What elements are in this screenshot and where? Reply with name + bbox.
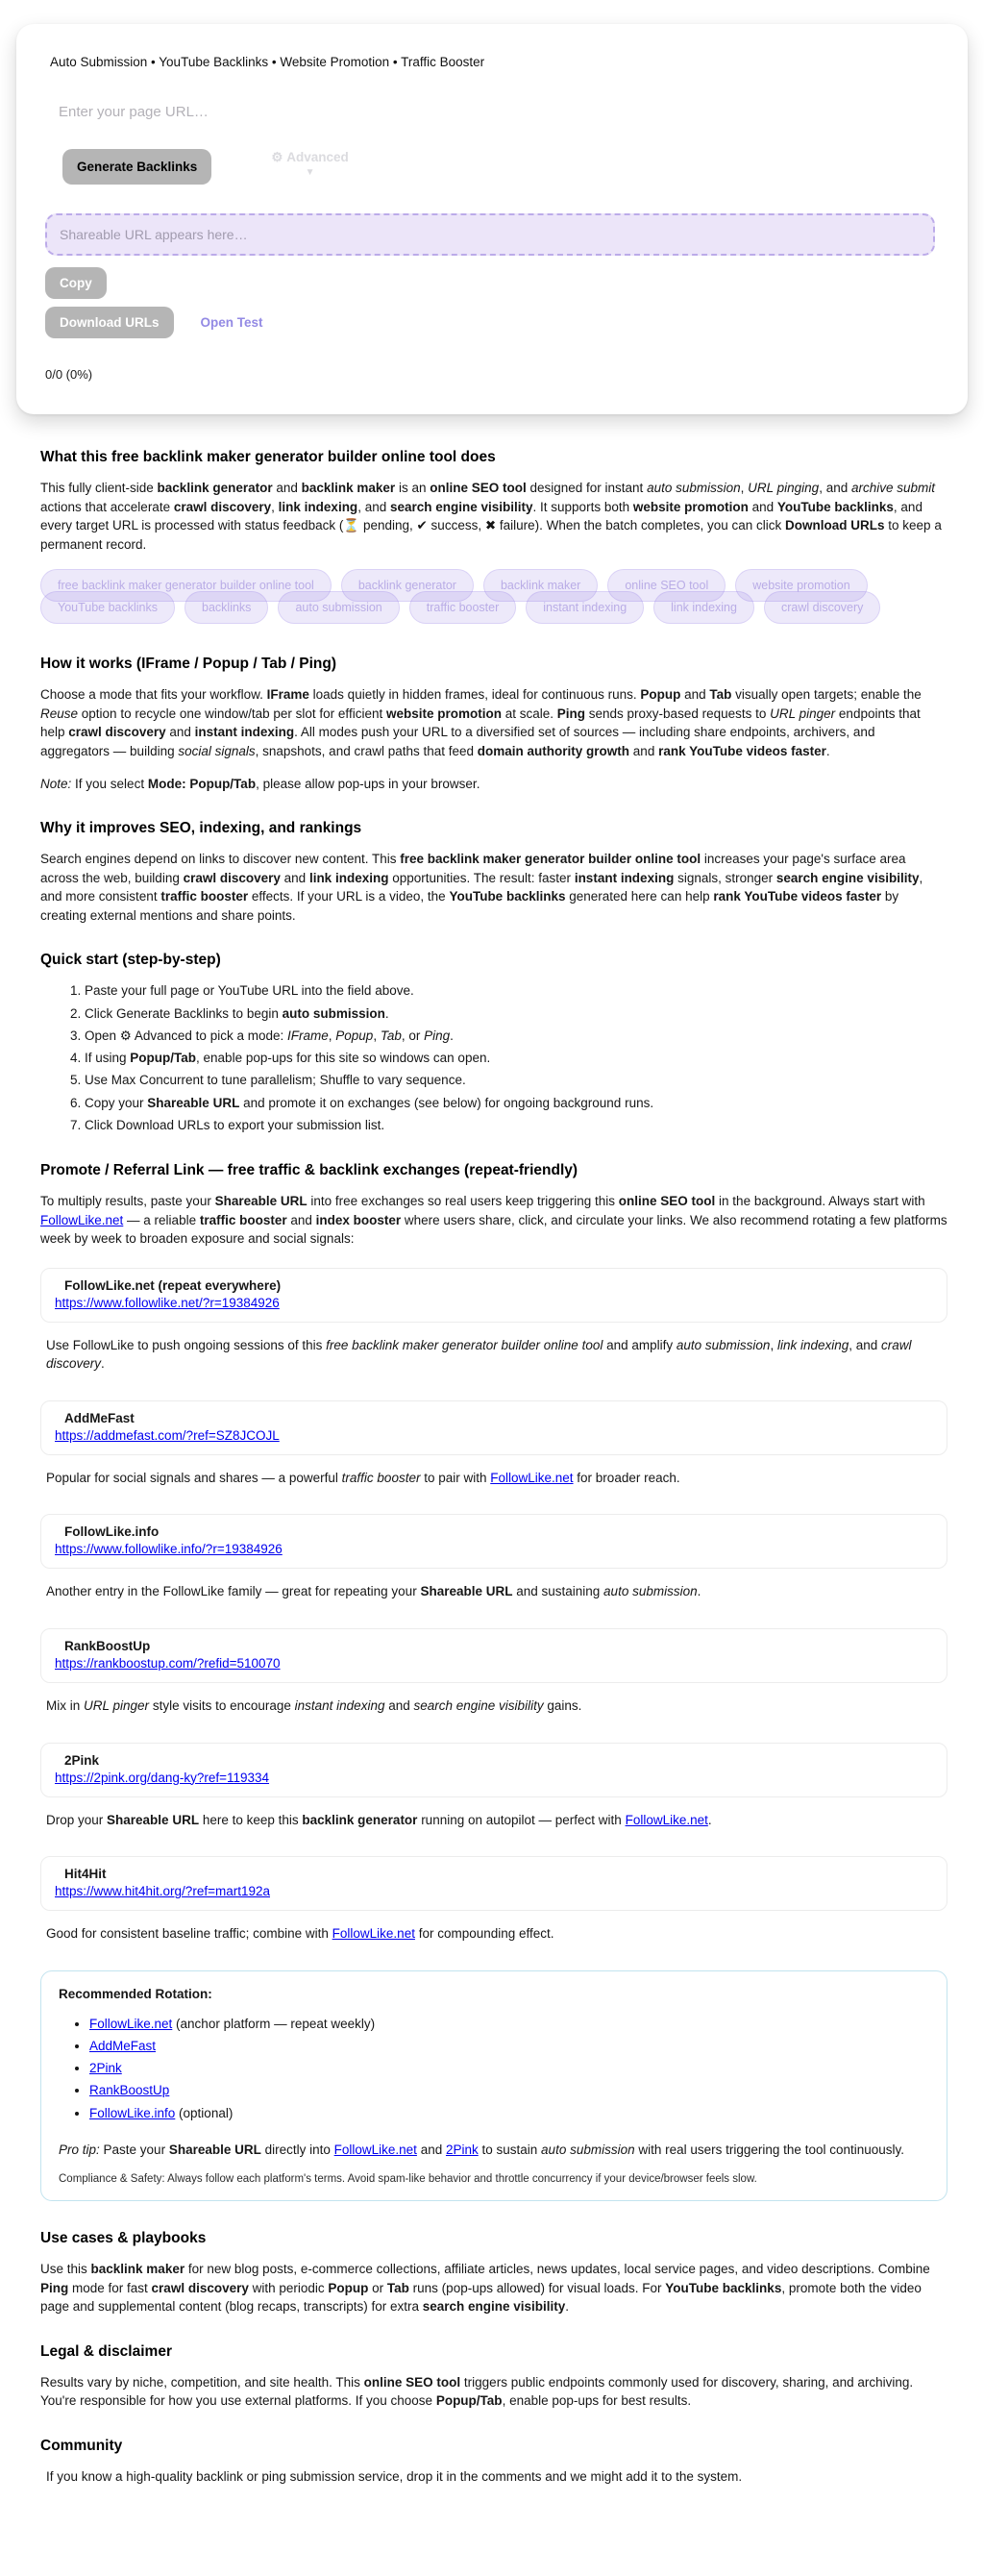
advanced-text: Advanced <box>286 150 349 164</box>
text-segment: Shareable URL <box>214 1194 308 1209</box>
inline-link[interactable]: FollowLike.net <box>89 2016 173 2031</box>
text-segment: , enable pop-ups for best results. <box>502 2393 692 2409</box>
generator-card <box>16 24 968 414</box>
quickstart-step <box>85 1116 947 1135</box>
text-segment: If using <box>85 1051 131 1066</box>
text-segment: and <box>165 725 195 740</box>
text-segment: URL pinger <box>84 1698 150 1713</box>
text-segment: . It supports both <box>532 499 633 514</box>
text-segment: to pair with <box>420 1470 491 1485</box>
text-segment: running on autopilot — perfect with <box>417 1812 626 1827</box>
text-segment: Mix in <box>46 1698 85 1713</box>
platform-name: 2Pink <box>64 1752 100 1768</box>
progress-counter: 0/0 (0%) <box>45 367 93 382</box>
platform-description <box>46 1336 947 1374</box>
text-segment: rank YouTube videos faster <box>658 743 826 758</box>
text-segment: and <box>280 870 309 885</box>
platform-name: FollowLike.net (repeat everywhere) <box>64 1277 282 1293</box>
why-paragraph <box>40 850 947 925</box>
tagline: Auto Submission • YouTube Backlinks • Website Promotion • Traffic Booster <box>50 55 485 69</box>
platform-box <box>40 1743 947 1797</box>
inline-link[interactable]: FollowLike.net <box>40 1212 124 1227</box>
page-content <box>0 449 984 2548</box>
advanced-toggle[interactable] <box>271 149 348 180</box>
text-segment: — a reliable <box>123 1212 200 1227</box>
keyword-chip: crawl discovery <box>764 591 880 624</box>
text-segment: URL pinger <box>770 706 836 721</box>
text-segment: crawl discovery <box>46 1337 912 1372</box>
keyword-chip: YouTube backlinks <box>40 591 175 624</box>
text-segment: link indexing <box>278 499 358 514</box>
text-segment: opportunities. The result: faster <box>388 870 575 885</box>
inline-link[interactable]: FollowLike.net <box>625 1812 708 1827</box>
platform-box <box>40 1856 947 1911</box>
text-segment: Ping <box>424 1028 451 1043</box>
text-segment: generated here can help <box>565 889 714 904</box>
text-segment: , or <box>401 1028 425 1043</box>
inline-link[interactable]: 2Pink <box>445 2142 479 2157</box>
text-segment: effects. If your URL is a video, the <box>248 889 450 904</box>
open-test-link[interactable]: Open Test <box>200 315 263 330</box>
platform-description <box>46 1469 947 1488</box>
inline-link[interactable]: FollowLike.info <box>89 2105 176 2120</box>
text-segment: and amplify <box>603 1337 676 1352</box>
text-segment: YouTube backlinks <box>776 499 894 514</box>
rotation-item <box>89 2059 929 2078</box>
gear-icon: ⚙ <box>271 150 283 164</box>
text-segment: Shareable URL <box>420 1584 513 1599</box>
text-segment: and <box>629 743 659 758</box>
text-segment: to sustain <box>478 2142 542 2157</box>
keyword-chip: traffic booster <box>409 591 517 624</box>
text-segment: If you select <box>71 776 148 791</box>
quickstart-step <box>85 1027 947 1046</box>
text-segment: or <box>368 2280 387 2295</box>
text-segment: . <box>697 1584 701 1599</box>
text-segment: domain authority growth <box>477 743 630 758</box>
text-segment: , please allow pop-ups in your browser. <box>256 776 480 791</box>
text-segment: Another entry in the FollowLike family — great for repeating your <box>46 1584 421 1599</box>
text-segment: IFrame <box>286 1028 329 1043</box>
text-segment: at scale. <box>501 706 557 721</box>
section-heading-what: What this free backlink maker generator builder online tool does <box>40 449 496 465</box>
keyword-chips <box>40 569 947 629</box>
text-segment: , and <box>357 499 390 514</box>
quickstart-step <box>85 1094 947 1113</box>
recommended-rotation-box <box>40 1970 947 2202</box>
text-segment: Pro tip: <box>59 2142 100 2157</box>
text-segment: crawl discovery <box>183 870 281 885</box>
usecases-paragraph <box>40 2260 947 2316</box>
text-segment: online SEO tool <box>430 481 527 495</box>
platform-referral-link[interactable]: https://www.followlike.net/?r=19384926 <box>55 1295 280 1310</box>
text-segment: , enable pop-ups for this site so windows can open. <box>196 1051 491 1066</box>
text-segment: Popular for social signals and shares — a powerful <box>46 1470 342 1485</box>
text-segment: IFrame <box>266 687 309 703</box>
text-segment: sends proxy-based requests to <box>585 706 771 721</box>
text-segment: Shareable URL <box>147 1095 240 1110</box>
generate-backlinks-button[interactable]: Generate Backlinks <box>62 149 211 185</box>
text-segment: , <box>271 499 279 514</box>
keyword-chip: free backlink maker generator builder online tool <box>40 569 332 602</box>
text-segment: for compounding effect. <box>414 1926 554 1942</box>
text-segment: online SEO tool <box>363 2374 461 2390</box>
text-segment: Search engines depend on links to discover new content. This <box>40 852 401 867</box>
text-segment: Tab <box>709 687 732 703</box>
platform-description <box>46 1924 947 1944</box>
text-segment: , <box>770 1337 777 1352</box>
rotation-item <box>89 2104 929 2123</box>
text-segment: endpoints that help <box>40 706 921 740</box>
text-segment: Copy your <box>85 1095 148 1110</box>
platform-name: RankBoostUp <box>64 1639 151 1653</box>
text-segment: traffic booster <box>160 889 249 904</box>
text-segment: Paste your <box>99 2142 169 2157</box>
text-segment: . <box>707 1812 712 1827</box>
platform-box <box>40 1514 947 1569</box>
text-segment: website promotion <box>632 499 749 514</box>
text-segment: search engine visibility <box>422 2299 566 2315</box>
text-segment: Reuse <box>40 706 79 721</box>
keyword-chip: link indexing <box>653 591 754 624</box>
text-segment: crawl discovery <box>173 499 272 514</box>
text-segment: auto submission <box>647 481 741 495</box>
text-segment: website promotion <box>385 706 502 721</box>
platform-name: AddMeFast <box>64 1410 135 1425</box>
text-segment: , <box>740 481 749 495</box>
text-segment: , promote both the video page and supplemental content (blog recaps, transcripts) for extra <box>40 2280 922 2315</box>
platform-card <box>40 1743 947 1830</box>
text-segment: Good for consistent baseline traffic; combine with <box>46 1926 332 1942</box>
text-segment: signals, stronger <box>674 870 776 885</box>
text-segment: search engine visibility <box>775 870 920 885</box>
quickstart-step <box>85 981 947 1001</box>
section-heading-promote: Promote / Referral Link — free traffic & backlink exchanges (repeat-friendly) <box>40 1162 578 1179</box>
text-segment: (optional) <box>175 2105 234 2120</box>
page-url-input[interactable] <box>36 98 597 126</box>
download-urls-button[interactable]: Download URLs <box>45 307 174 338</box>
text-segment: link indexing <box>776 1337 849 1352</box>
text-segment: To multiply results, paste your <box>40 1194 215 1209</box>
platform-card <box>40 1514 947 1601</box>
text-segment: Click Generate Backlinks to begin <box>85 1005 283 1021</box>
text-segment: Use Max Concurrent to tune parallelism; Shuffle to vary sequence. <box>85 1073 466 1088</box>
text-segment: Use FollowLike to push ongoing sessions of this <box>46 1337 327 1352</box>
platform-referral-link[interactable]: https://www.followlike.info/?r=19384926 <box>55 1542 283 1557</box>
quickstart-step <box>85 1049 947 1068</box>
shareable-url-output[interactable] <box>45 213 935 256</box>
keyword-chip: auto submission <box>278 591 399 624</box>
text-segment: . <box>565 2299 570 2315</box>
text-segment: and <box>272 481 302 495</box>
platform-card <box>40 1628 947 1716</box>
rotation-protip <box>59 2141 929 2160</box>
what-paragraph <box>40 479 947 554</box>
rotation-item <box>89 2037 929 2056</box>
platform-box <box>40 1400 947 1455</box>
text-segment: triggers public endpoints commonly used for discovery, sharing, and archiving. You're responsible for how you use external platforms. If you choose <box>40 2374 914 2409</box>
platform-referral-link[interactable]: https://2pink.org/dang-ky?ref=119334 <box>55 1770 270 1785</box>
text-segment: instant indexing <box>194 725 295 740</box>
text-segment: style visits to encourage <box>149 1698 295 1713</box>
text-segment: . <box>384 1005 389 1021</box>
platform-referral-link[interactable]: https://www.hit4hit.org/?ref=mart192a <box>55 1884 270 1899</box>
text-segment: crawl discovery <box>151 2280 249 2295</box>
platform-card <box>40 1400 947 1488</box>
copy-button[interactable]: Copy <box>45 267 107 299</box>
text-segment: is an <box>395 481 430 495</box>
text-segment: to keep a permanent record. <box>40 518 942 552</box>
text-segment: , and <box>849 1337 882 1352</box>
rotation-item <box>89 2015 929 2034</box>
platform-list <box>40 1268 947 1944</box>
section-heading-why: Why it improves SEO, indexing, and rankings <box>40 820 362 837</box>
text-segment: Ping <box>40 2280 69 2295</box>
text-segment: backlink maker <box>301 481 396 495</box>
text-segment: traffic booster <box>341 1470 421 1485</box>
text-segment: for new blog posts, e-commerce collections, affiliate articles, news updates, local service pages, and video descriptions. Combine <box>184 2262 930 2277</box>
keyword-chip: website promotion <box>735 569 867 602</box>
keyword-chip: instant indexing <box>526 591 644 624</box>
text-segment: Popup/Tab <box>130 1051 197 1066</box>
text-segment: This fully client-side <box>40 481 158 495</box>
quickstart-steps <box>40 981 947 1135</box>
text-segment: traffic booster <box>199 1212 287 1227</box>
platform-box <box>40 1268 947 1323</box>
platform-card <box>40 1268 947 1374</box>
keyword-chip: backlink maker <box>483 569 598 602</box>
text-segment: If you know a high-quality backlink or ping submission service, drop it in the comments and we might add it to the system. <box>46 2469 743 2484</box>
text-segment: Popup <box>640 687 681 703</box>
generate-row <box>62 149 943 185</box>
text-segment: and sustaining <box>512 1584 604 1599</box>
how-note <box>40 775 947 794</box>
platform-card <box>40 1856 947 1944</box>
text-segment: backlink generator <box>157 481 273 495</box>
platform-description <box>46 1582 947 1601</box>
platform-name: Hit4Hit <box>64 1867 107 1882</box>
text-segment: Popup <box>335 1028 374 1043</box>
text-segment: free backlink maker generator builder online tool <box>400 852 701 867</box>
quickstart-step <box>85 1071 947 1090</box>
text-segment: Click Download URLs to export your submission list. <box>85 1117 385 1132</box>
text-segment: Paste your full page or YouTube URL into the field above. <box>85 983 414 999</box>
text-segment: social signals <box>178 743 256 758</box>
text-segment: auto submission <box>676 1337 771 1352</box>
text-segment: Mode: Popup/Tab <box>147 776 257 791</box>
text-segment: online SEO tool <box>618 1194 716 1209</box>
keyword-chip: backlink generator <box>341 569 474 602</box>
text-segment: directly into <box>260 2142 334 2157</box>
text-segment: . All modes push your URL to a diversified set of sources — including share endpoints, archivers, and aggregators — building <box>40 725 875 758</box>
community-paragraph <box>40 2467 947 2487</box>
inline-link[interactable]: AddMeFast <box>89 2038 157 2053</box>
text-segment: , <box>373 1028 381 1043</box>
text-segment: search engine visibility <box>413 1698 544 1713</box>
text-segment: link indexing <box>308 870 389 885</box>
rotation-title: Recommended Rotation: <box>59 1986 212 2001</box>
section-heading-usecases: Use cases & playbooks <box>40 2230 207 2247</box>
platform-description <box>46 1697 947 1716</box>
inline-link[interactable]: FollowLike.net <box>490 1470 574 1485</box>
inline-link[interactable]: FollowLike.net <box>333 2142 417 2157</box>
text-segment: YouTube backlinks <box>665 2280 782 2295</box>
text-segment: Tab <box>380 1028 402 1043</box>
text-segment: Popup <box>328 2280 369 2295</box>
text-segment: Shareable URL <box>168 2142 261 2157</box>
text-segment: rank YouTube videos faster <box>713 889 882 904</box>
inline-link[interactable]: 2Pink <box>89 2061 122 2076</box>
text-segment: auto submission <box>541 2142 635 2157</box>
text-segment: search engine visibility <box>389 499 533 514</box>
text-segment: Drop your <box>46 1812 108 1827</box>
text-segment: visually open targets; enable the <box>731 687 922 703</box>
platform-description <box>46 1811 947 1830</box>
text-segment: auto submission <box>603 1584 698 1599</box>
text-segment: , and more consistent <box>40 870 923 904</box>
text-segment: backlink generator <box>302 1812 418 1827</box>
text-segment: Open ⚙ Advanced to pick a mode: <box>85 1028 287 1043</box>
text-segment: Tab <box>386 2280 409 2295</box>
text-segment: loads quietly in hidden frames, ideal for continuous runs. <box>308 687 641 703</box>
text-segment: , and every target URL is processed with status feedback (⏳ pending, ✔ success, ✖ failure). When the batch completes, you can click <box>40 499 922 533</box>
section-heading-how: How it works (IFrame / Popup / Tab / Ping) <box>40 656 337 673</box>
text-segment: auto submission <box>282 1005 385 1021</box>
platform-referral-link[interactable]: https://rankboostup.com/?refid=510070 <box>55 1656 281 1671</box>
text-segment: Ping <box>556 706 586 721</box>
inline-link[interactable]: RankBoostUp <box>89 2083 170 2098</box>
rotation-list <box>59 2015 929 2123</box>
text-segment: by creating external mentions and share points. <box>40 889 899 923</box>
text-segment: here to keep this <box>199 1812 303 1827</box>
text-segment: where users share, click, and circulate your links. We also recommend rotating a few platforms week by week to broaden exposure and social signals: <box>40 1212 947 1247</box>
text-segment: , <box>328 1028 336 1043</box>
text-segment: . <box>450 1028 454 1043</box>
text-segment: in the background. Always start with <box>715 1194 925 1209</box>
section-heading-community: Community <box>40 2438 123 2454</box>
text-segment: crawl discovery <box>68 725 166 740</box>
text-segment: and <box>286 1212 316 1227</box>
text-segment: actions that accelerate <box>40 499 174 514</box>
text-segment: increases your page's surface area across the web, building <box>40 852 906 885</box>
section-heading-quickstart: Quick start (step-by-step) <box>40 952 221 969</box>
rotation-item <box>89 2081 929 2100</box>
platform-name: FollowLike.info <box>64 1524 160 1540</box>
text-segment: and <box>680 687 710 703</box>
text-segment: . <box>101 1356 105 1372</box>
platform-box <box>40 1628 947 1683</box>
text-segment: backlink maker <box>90 2262 185 2277</box>
text-segment: instant indexing <box>574 870 675 885</box>
text-segment: and <box>384 1698 414 1713</box>
compliance-note: Compliance & Safety: Always follow each platform's terms. Avoid spam-like behavior and throttle concurrency if your device/browser feels slow. <box>59 2173 757 2186</box>
text-segment: instant indexing <box>294 1698 385 1713</box>
legal-paragraph <box>40 2373 947 2411</box>
text-segment: Results vary by niche, competition, and site health. This <box>40 2374 364 2390</box>
text-segment: designed for instant <box>526 481 648 495</box>
text-segment: with real users triggering the tool continuously. <box>634 2142 905 2157</box>
text-segment: into free exchanges so real users keep triggering this <box>307 1194 619 1209</box>
keyword-chip: backlinks <box>184 591 268 624</box>
text-segment: Download URLs <box>785 518 885 533</box>
text-segment: , and <box>819 481 851 495</box>
text-segment: Use this <box>40 2262 91 2277</box>
text-segment: runs (pop-ups allowed) for visual loads. For <box>408 2280 666 2295</box>
text-segment: Choose a mode that fits your workflow. <box>40 687 267 703</box>
chevron-down-icon: ▼ <box>305 167 315 179</box>
text-segment: Note: <box>40 776 72 791</box>
platform-referral-link[interactable]: https://addmefast.com/?ref=SZ8JCOJL <box>55 1427 280 1443</box>
text-segment: Popup/Tab <box>435 2393 503 2409</box>
text-segment: YouTube backlinks <box>449 889 566 904</box>
text-segment: index booster <box>315 1212 402 1227</box>
how-paragraph <box>40 685 947 760</box>
text-segment: with periodic <box>248 2280 329 2295</box>
advanced-label <box>271 149 348 166</box>
text-segment: Shareable URL <box>107 1812 200 1827</box>
text-segment: and <box>416 2142 446 2157</box>
quickstart-step <box>85 1004 947 1024</box>
text-segment: option to recycle one window/tab per slot for efficient <box>78 706 386 721</box>
text-segment: URL pinging <box>748 481 820 495</box>
inline-link[interactable]: FollowLike.net <box>332 1926 415 1942</box>
text-segment: , snapshots, and crawl paths that feed <box>255 743 478 758</box>
text-segment: . <box>825 743 830 758</box>
text-segment: archive submit <box>850 481 936 495</box>
text-segment: mode for fast <box>68 2280 152 2295</box>
text-segment: gains. <box>543 1698 582 1713</box>
text-segment: free backlink maker generator builder online tool <box>326 1337 603 1352</box>
promote-paragraph <box>40 1192 947 1249</box>
section-heading-legal: Legal & disclaimer <box>40 2342 172 2360</box>
text-segment: (anchor platform — repeat weekly) <box>172 2016 376 2031</box>
text-segment: and <box>748 499 777 514</box>
keyword-chip: online SEO tool <box>607 569 726 602</box>
text-segment: and promote it on exchanges (see below) for ongoing background runs. <box>239 1095 654 1110</box>
text-segment: for broader reach. <box>573 1470 680 1485</box>
